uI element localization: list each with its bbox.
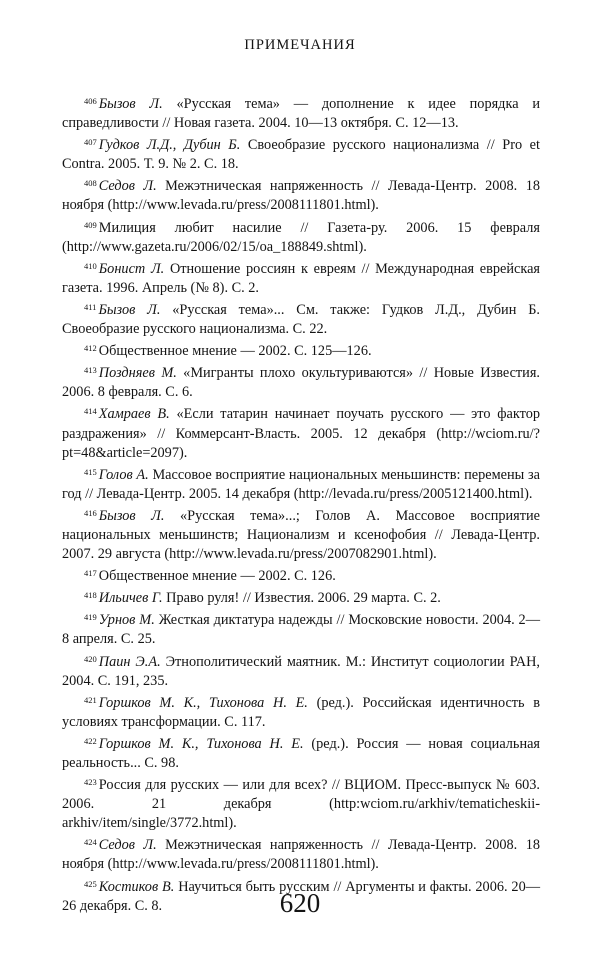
note-number: 422 [84, 735, 97, 746]
note-text: «Мигранты плохо окультуриваются» // Новые Известия. 2006. 8 февраля. С. 6. [62, 365, 540, 401]
note-author: Бызов Л. [98, 507, 165, 524]
note-text: Россия для русских — или для всех? // ВЦИОМ. Пресс-выпуск № 603. 2006. 21 декабря (http:wciom.ru/arkhiv/tematicheskii-arkhiv/item/single/3772.html). [62, 777, 540, 832]
note-item [62, 691, 540, 732]
note-item [62, 133, 540, 174]
note-number: 423 [84, 777, 97, 788]
note-item [62, 608, 540, 649]
note-item [62, 402, 540, 462]
note-text: (ред.). Россия — новая социальная реальность... С. 98. [62, 735, 541, 771]
note-item [62, 216, 540, 257]
note-number: 410 [84, 260, 97, 271]
note-text: Право руля! // Известия. 2006. 29 марта. С. 2. [166, 590, 441, 607]
note-number: 415 [84, 466, 97, 477]
note-item [62, 361, 540, 402]
note-text: Отношение россиян к евреям // Международная еврейская газета. 1996. Апрель (№ 8). С. 2. [62, 260, 541, 296]
note-item [62, 463, 540, 504]
note-author: Гудков Л.Д., Дубин Б. [98, 137, 241, 154]
note-item [62, 257, 540, 298]
page-title: ПРИМЕЧАНИЯ [244, 37, 356, 53]
note-item [62, 504, 540, 564]
note-text: Общественное мнение — 2002. С. 126. [98, 568, 336, 585]
note-text: Массовое восприятие национальных меньшинств: перемены за год // Левада-Центр. 2005. 14 декабря (http://levada.ru/press/2005121400.html). [62, 466, 540, 502]
note-text: «Русская тема» — дополнение к идее порядка и справедливости // Новая газета. 2004. 10—13 октября. С. 12—13. [62, 96, 540, 132]
note-text: «Русская тема»... См. также: Гудков Л.Д., Дубин Б. Своеобразие русского национализма. С. 22. [62, 301, 540, 338]
note-author: Седов Л. [98, 178, 157, 195]
note-text: Жесткая диктатура надежды // Московские новости. 2004. 2—8 апреля. С. 25. [62, 612, 541, 648]
note-item [62, 174, 540, 215]
note-author: Хамраев В. [98, 406, 170, 423]
note-number: 421 [84, 694, 97, 705]
note-text: Этнополитический маятник. М.: Институт социологии РАН, 2004. С. 191, 235. [62, 653, 540, 689]
notes-list [62, 92, 540, 916]
note-number: 414 [84, 406, 97, 417]
note-author: Бызов Л. [98, 301, 161, 318]
note-number: 417 [84, 568, 97, 579]
note-number: 408 [84, 178, 97, 189]
note-text: «Русская тема»...; Голов А. Массовое восприятие национальных меньшинств; Национализм и ксенофобия // Левада-Центр. 2007. 29 августа (http://www.levada.ru/press/2007082901.html). [62, 507, 540, 563]
note-text: (ред.). Российская идентичность в условиях трансформации. С. 117. [62, 694, 541, 730]
note-number: 412 [84, 343, 97, 354]
note-author: Костиков В. [98, 878, 175, 895]
note-item [62, 564, 540, 586]
note-text: Милиция любит насилие // Газета-ру. 2006. 15 февраля (http://www.gazeta.ru/2006/02/15/oa_188849.shtml). [62, 219, 540, 255]
note-number: 411 [84, 301, 97, 312]
note-author: Урнов М. [98, 612, 155, 629]
note-number: 418 [84, 590, 97, 601]
note-number: 420 [84, 653, 97, 664]
note-item [62, 298, 540, 339]
note-number: 419 [84, 612, 97, 623]
note-item [62, 833, 540, 874]
note-text: Межэтническая напряженность // Левада-Центр. 2008. 18 ноября (http://www.levada.ru/press/2008111801.html). [62, 178, 541, 214]
note-author: Поздняев М. [98, 365, 177, 382]
note-text: Своеобразие русского национализма // Pro et Contra. 2005. Т. 9. № 2. С. 18. [62, 137, 540, 173]
note-number: 416 [84, 507, 97, 518]
note-author: Бонист Л. [98, 260, 165, 277]
note-number: 406 [84, 96, 97, 106]
note-text: Межэтническая напряженность // Левада-Центр. 2008. 18 ноября (http://www.levada.ru/press/2008111801.html). [62, 837, 541, 873]
page-number: 620 [279, 888, 321, 918]
note-author: Голов А. [98, 466, 149, 483]
note-number: 424 [84, 837, 97, 848]
note-author: Ильичев Г. [98, 590, 163, 607]
note-author: Седов Л. [98, 837, 157, 854]
note-item [62, 732, 540, 773]
note-author: Горшков М. К., Тихонова Н. Е. [98, 694, 308, 711]
note-number: 407 [84, 137, 97, 148]
note-text: Научиться быть русским // Аргументы и факты. 2006. 20—26 декабря. С. 8. [62, 878, 541, 914]
note-number: 409 [84, 219, 97, 230]
note-item [62, 773, 540, 833]
note-author: Паин Э.А. [98, 653, 161, 670]
note-number: 425 [84, 878, 97, 889]
note-author: Горшков М. К., Тихонова Н. Е. [98, 735, 304, 752]
note-text: Общественное мнение — 2002. С. 125—126. [98, 343, 372, 360]
note-number: 413 [84, 365, 97, 376]
note-item [62, 92, 540, 133]
note-text: «Если татарин начинает поучать русского — это фактор раздражения» // Коммерсант-Власть. 2005. 12 декабря (http://wciom.ru/?pt=48&article=2097). [62, 406, 541, 461]
note-item [62, 650, 540, 691]
note-item [62, 586, 540, 608]
note-item [62, 339, 540, 361]
note-author: Бызов Л. [98, 96, 163, 112]
